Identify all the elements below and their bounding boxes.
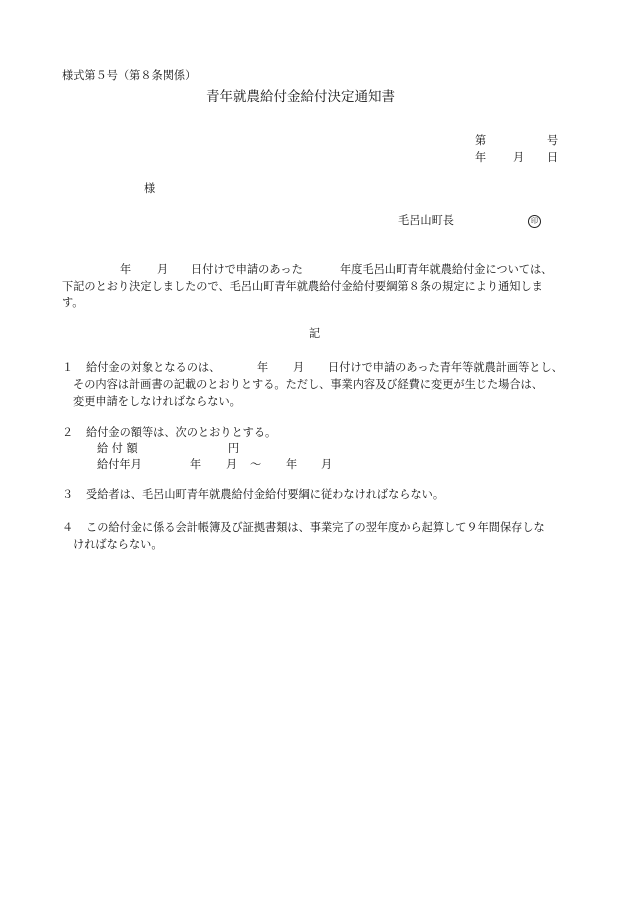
sender-name: 毛呂山町長 — [398, 214, 454, 227]
doc-number-prefix: 第 — [475, 134, 487, 147]
intro-text-2: 年度毛呂山町青年就農給付金については、 — [340, 263, 553, 276]
addressee-suffix: 様 — [144, 182, 156, 195]
doc-number-suffix: 号 — [547, 134, 559, 147]
item-4-number: ４ — [62, 521, 74, 534]
item-1-text-b: 日付けで申請のあった青年等就農計画等とし、 — [328, 361, 563, 374]
intro-text-1: 日付けで申請のあった — [191, 263, 303, 276]
amount-label: 給 付 額 — [97, 442, 138, 455]
item-1-text-a: 給付金の対象となるのは、 — [86, 361, 221, 374]
period-label: 給付年月 — [97, 458, 142, 471]
period-year-1: 年 — [190, 458, 202, 471]
period-tilde: ～ — [250, 458, 262, 471]
seal-mark — [528, 214, 541, 228]
ki-heading: 記 — [309, 327, 321, 340]
item-1-line-3: 変更申請をしなければならない。 — [73, 395, 241, 408]
intro-month: 月 — [157, 263, 169, 276]
item-2-number: ２ — [62, 426, 74, 439]
item-2-text: 給付金の額等は、次のとおりとする。 — [86, 426, 277, 439]
item-3-text: 受給者は、毛呂山町青年就農給付金給付要綱に従わなければならない。 — [86, 488, 445, 501]
amount-unit: 円 — [228, 442, 240, 455]
intro-year: 年 — [120, 263, 132, 276]
date-day: 日 — [547, 151, 559, 164]
item-4-line-1: この給付金に係る会計帳簿及び証拠書類は、事業完了の翌年度から起算して９年間保存しな — [86, 521, 545, 534]
period-year-2: 年 — [286, 458, 298, 471]
item-1-year: 年 — [257, 361, 269, 374]
document-title: 青年就農給付金給付決定通知書 — [206, 89, 395, 105]
item-3-number: ３ — [62, 488, 74, 501]
item-1-number: １ — [62, 361, 74, 374]
seal-icon: 印 — [528, 215, 541, 228]
item-4-line-2: ければならない。 — [73, 538, 163, 551]
form-label: 様式第５号（第８条関係） — [62, 69, 197, 82]
period-month-1: 月 — [226, 458, 238, 471]
date-year: 年 — [475, 151, 487, 164]
intro-line-2: 下記のとおり決定しましたので、毛呂山町青年就農給付金給付要綱第８条の規定により通知しま — [62, 280, 543, 293]
date-month: 月 — [513, 151, 525, 164]
item-1-line-2: その内容は計画書の記載のとおりとする。ただし、事業内容及び経費に変更が生じた場合は、 — [73, 378, 543, 391]
intro-line-3: す。 — [62, 296, 84, 309]
item-1-month: 月 — [293, 361, 305, 374]
period-month-2: 月 — [321, 458, 333, 471]
